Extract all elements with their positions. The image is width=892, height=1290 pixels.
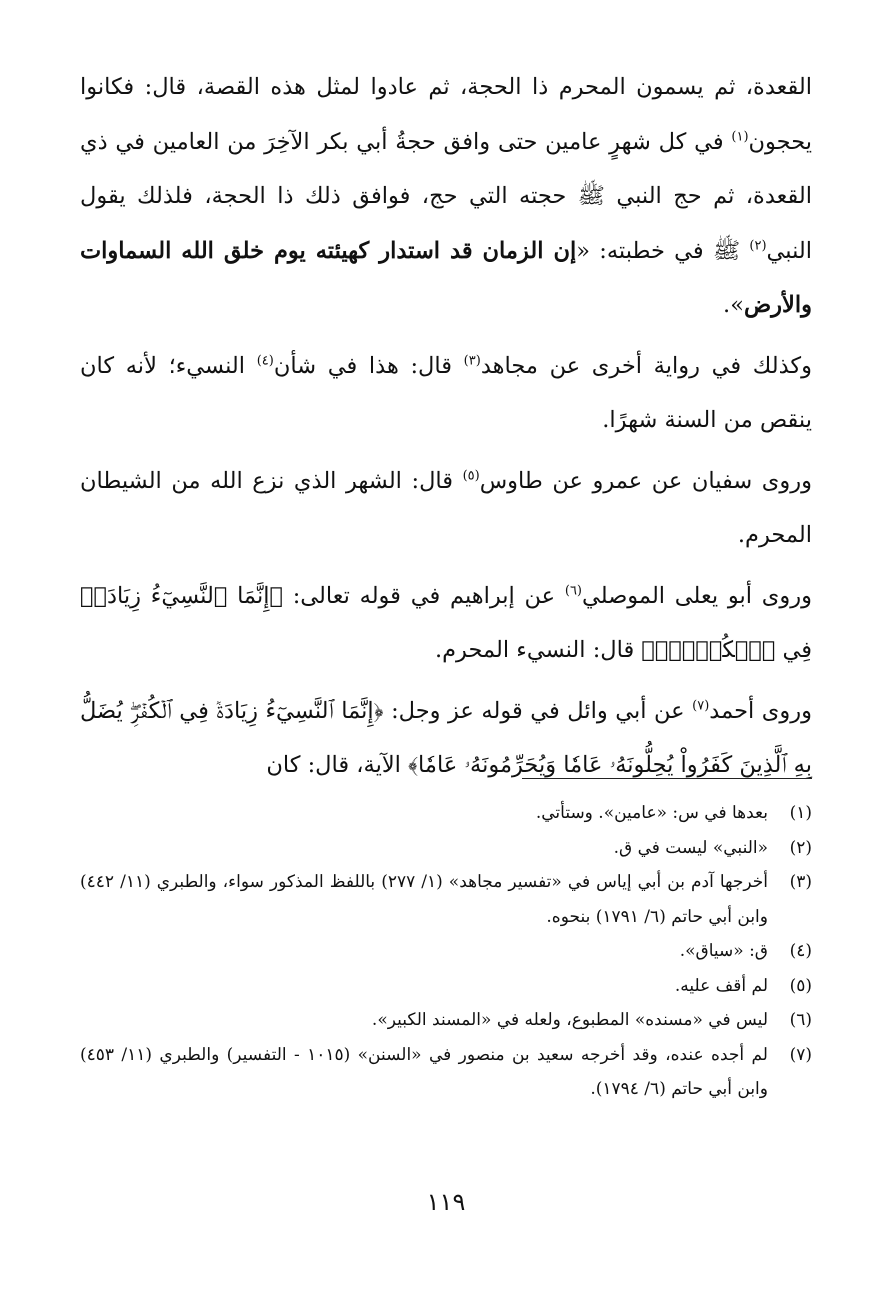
footnote-ref-3[interactable]: (٣)	[463, 353, 481, 368]
footnotes-list	[80, 796, 812, 1107]
footnote-text: ليس في «مسنده» المطبوع، ولعله في «المسند الكبير».	[371, 1010, 768, 1030]
footnote-number: (٥)	[789, 975, 812, 996]
paragraph-4	[80, 569, 812, 678]
paragraph-3	[80, 454, 812, 563]
footnote-ref-5[interactable]: (٥)	[462, 468, 480, 483]
footnote-text: أخرجها آدم بن أبي إياس في «تفسير مجاهد» (١/ ٢٧٧) باللفظ المذكور سواء، والطبري (١١/ ٤٤٢) وابن أبي حاتم (٦/ ١٧٩١) بنحوه.	[80, 872, 768, 927]
footnote-6	[80, 1003, 812, 1038]
footnote-text: «النبي» ليست في ق.	[613, 837, 768, 858]
footnote-7	[80, 1038, 812, 1107]
paragraph-4-text-a: وروى أبو يعلى الموصلي	[582, 582, 812, 609]
paragraph-5-text-a: وروى أحمد	[709, 697, 812, 724]
footnote-ref-2[interactable]: (٢)	[749, 238, 767, 253]
footnote-5	[80, 969, 812, 1004]
document-page	[80, 60, 812, 1250]
paragraph-5-text-b: عن أبي وائل في قوله عز وجل: ﴿إِنَّمَا ٱلنَّسِيٓءُ زِيَادَةٞ فِي ٱلۡكُفۡرِۖ يُضَلُّ بِهِ ٱلَّذِينَ كَفَرُواْ يُحِلُّونَهُۥ عَامٗا وَيُحَرِّمُونَهُۥ عَامٗا﴾ الآية، قال: كان	[80, 697, 812, 778]
footnote-ref-6[interactable]: (٦)	[564, 583, 582, 598]
footnote-ref-7[interactable]: (٧)	[692, 698, 710, 713]
footnote-1	[80, 796, 812, 831]
hadith-quote: إن الزمان قد استدار كهيئته يوم خلق الله السماوات والأرض	[80, 237, 812, 318]
footnote-text: لم أقف عليه.	[674, 975, 768, 996]
footnote-ref-1[interactable]: (١)	[731, 129, 749, 144]
footnote-number: (٣)	[789, 872, 812, 892]
paragraph-3-text-b: قال: الشهر الذي نزع الله من الشيطان المحرم.	[80, 467, 812, 548]
footnote-text: بعدها في س: «عامين». وستأتي.	[535, 803, 768, 823]
page-number: ١١٩	[426, 1188, 466, 1216]
footnote-number: (٧)	[789, 1044, 812, 1065]
footnote-number: (٤)	[789, 941, 812, 961]
paragraph-2-text-a: وكذلك في رواية أخرى عن مجاهد	[480, 352, 812, 379]
paragraph-5	[80, 684, 812, 793]
paragraph-1-text-b: في كل شهرٍ عامين حتى وافق حجةُ أبي بكر الآخِرَ من العامين في ذي القعدة، ثم حج النبي ﷺ حجته التي حج، فوافق ذلك ذا الحجة، فلذلك يقول النبي	[80, 128, 812, 264]
footnote-ref-4[interactable]: (٤)	[256, 353, 274, 368]
footnote-3	[80, 865, 812, 934]
paragraph-4-text-b: عن إبراهيم في قوله تعالى: ﴿إِنَّمَا ٱلنَّسِيٓءُ زِيَادَةٞ فِي ٱلۡكُفۡرِۖ﴾ قال: النسيء المحرم.	[80, 582, 812, 663]
footnote-2	[80, 831, 812, 866]
paragraph-1-text-a: القعدة، ثم يسمون المحرم ذا الحجة، ثم عادوا لمثل هذه القصة، قال: فكانوا يحجون	[80, 74, 812, 155]
paragraph-3-text-a: وروى سفيان عن عمرو عن طاوس	[479, 467, 812, 494]
paragraph-2-text-b: قال: هذا في شأن	[273, 352, 464, 379]
paragraph-2	[80, 339, 812, 448]
footnote-number: (٢)	[789, 837, 812, 858]
footnote-number: (١)	[789, 803, 812, 823]
paragraph-1-text-d: ».	[723, 292, 744, 318]
footnote-text: ق: «سياق».	[679, 941, 768, 961]
paragraph-1	[80, 60, 812, 333]
footnote-4	[80, 934, 812, 969]
paragraph-1-text-c: ﷺ في خطبته: «	[576, 237, 750, 264]
footnote-text: لم أجده عنده، وقد أخرجه سعيد بن منصور في «السنن» (١٠١٥ - التفسير) والطبري (١١/ ٤٥٣) وابن أبي حاتم (٦/ ١٧٩٤).	[80, 1044, 768, 1099]
footnote-separator	[522, 778, 812, 779]
paragraph-2-text-c: النسيء؛ لأنه كان ينقص من السنة شهرًا.	[80, 352, 812, 433]
footnote-number: (٦)	[789, 1010, 812, 1030]
